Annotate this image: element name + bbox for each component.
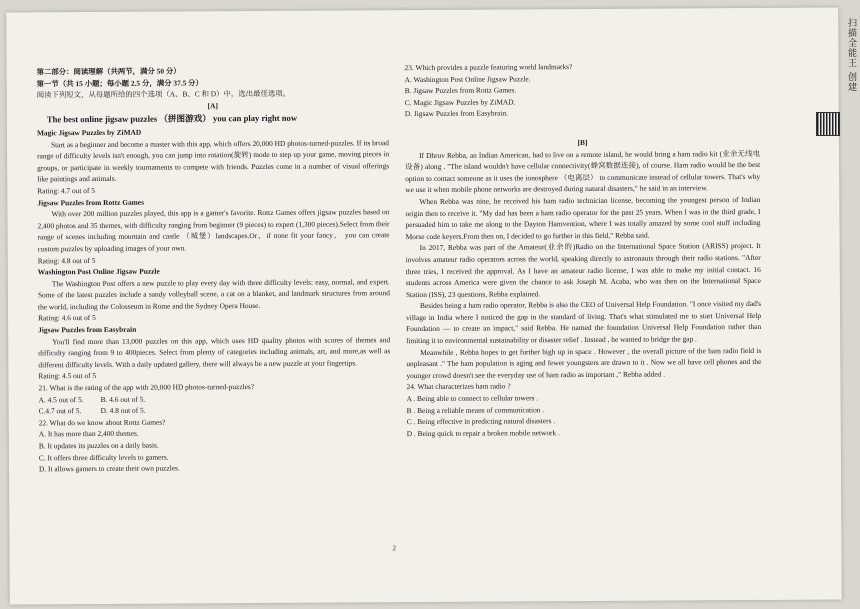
question-23: 23. Which provides a puzzle featuring world landmarks? xyxy=(404,62,573,73)
passage-b-paragraph-4: Besides being a ham radio operator, Rebba is also the CEO of Universal Help Foundation. "I once visited my dad's village in India where I noticed the gap in the standard of living. That's what stimulated me to start Universal Help Foundation — to create an impact," said Rebba. He named the foundation Universal Help Foundation rather than limiting it to environmental sustainability or disaster relief . Instead , he wanted to bridge the gap . xyxy=(406,299,762,346)
q22-option-d: D. It allows gamers to create their own puzzles. xyxy=(38,463,180,474)
q21-option-a: A. 4.5 out of 5. xyxy=(38,394,84,404)
page-number: 2 xyxy=(392,544,397,553)
q24-option-d: D . Being quick to repair a broken mobile network . xyxy=(406,427,560,438)
exam-page xyxy=(6,7,842,604)
qr-code-icon xyxy=(816,112,840,136)
passage-b-paragraph-5: Meanwhile , Rebba hopes to get further high up in space . However , the overall picture of the ham radio field is unpleasant ." The ham population is aging and fewer youngsters are drawn to it . Now we all have cell phones and the younger crowd doesn't see the everyday use of ham radio as important ," Rebba added . xyxy=(406,345,762,380)
q23-option-c: C. Magic Jigsaw Puzzles by ZiMAD. xyxy=(404,97,516,107)
question-24: 24. What characterizes ham radio ? xyxy=(406,381,511,392)
app1-rating: Rating: 4.7 out of 5 xyxy=(37,185,96,196)
left-column xyxy=(37,64,391,475)
app2-description: With over 200 million puzzles played, this app is a gamer's favorite. Rottz Games offers jigsaw puzzles based on 2,400 photos and 35 themes, with difficulty ranging from beginner (9 pieces) to expert (1,300 pieces).Select from their range of scenes including mountain and castle （城堡）landscapes.Or，if none fit your fancy， you can create custom puzzles by uploading images of your own. xyxy=(37,207,390,254)
q22-option-b: B. It updates its puzzles on a daily basis. xyxy=(38,440,159,451)
part-heading: 第二部分：阅读理解（共两节，满分 50 分） xyxy=(36,66,181,77)
q21-option-d: D. 4.8 out of 5. xyxy=(100,405,146,416)
app1-description: Start as a beginner and become a master with this app, which offers 20,000 HD photos-turned-puzzles. If its broad range of difficulty levels isn't enough, you can jump into rotation(旋转) mode to step up your game, moving pieces in groups, or participate in weekly tournaments to compete with friends. Puzzles come in a number of visual offerings like paintings and animals. xyxy=(37,137,390,184)
q21-option-b: B. 4.6 out of 5. xyxy=(100,394,146,404)
passage-a-title: The best online jigsaw puzzles （拼图游戏） you can play right now xyxy=(46,113,298,125)
instructions: 阅读下列短文，从每题所给的四个选项（A、B、C 和 D）中，选出最佳选项。 xyxy=(36,89,291,100)
passage-a-label: [A] xyxy=(207,101,218,111)
passage-b-paragraph-2: When Rebba was nine, he received his ham radio technician license, becoming the youngest person of Indian origin then to receive it. "My dad has been a ham radio operator for the past 25 years. When I was in the third grade, I persuaded him to take me along to the Dayton Hamvention, where I was totally amazed by some cool stuff including Morse code keyers.From then on, I decided to go further in this field," Rebba said. xyxy=(405,194,761,241)
question-22: 22. What do we know about Rottz Games? xyxy=(38,417,166,428)
app4-description: You'll find more than 13,000 puzzles on this app, which uses HD quality photos with scores of themes and difficulty ranging from 9 to 400pieces. Select from plenty of categories including animals, art, and more,as well as different difficulty levels. With a daily updated gallery, there will always be a new puzzle at your fingertips. xyxy=(38,334,391,370)
app3-name: Washington Post Online Jigsaw Puzzle xyxy=(37,266,160,277)
question-21: 21. What is the rating of the app with 20,000 HD photos-turned-puzzles? xyxy=(38,382,255,393)
q24-option-b: B . Being a reliable means of communication . xyxy=(406,404,545,415)
app1-name: Magic Jigsaw Puzzles by ZiMAD xyxy=(36,127,142,138)
passage-b-paragraph-1: If Dhruv Rebba, an Indian American, had to live on a remote island, he would bring a ham radio kit (业余无线电设备) along . "The island wouldn't have cellular connectivity(蜂窝数据连接), of course. Ham radio would be the best option to contact someone as it uses the ionosphere （电离层） to communicate instead of cellular towers. That's why we use it when mobile phone networks are destroyed during natural disasters," he said in an interview. xyxy=(405,148,761,195)
q24-option-a: A . Being able to connect to cellular towers . xyxy=(406,393,539,404)
app3-rating: Rating: 4.6 out of 5 xyxy=(38,313,96,323)
q21-option-c: C.4.7 out of 5. xyxy=(38,406,82,416)
q23-option-d: D. Jigsaw Puzzles from Easybrain. xyxy=(404,108,508,119)
app4-rating: Rating: 4.5 out of 5 xyxy=(38,371,97,381)
app3-description: The Washington Post offers a new puzzle to play every day with three difficulty levels: easy, normal, and expert. Some of the latest puzzles include a sandy volleyball scene, a cat on a blanket, and landmark structures from around the world, including the Colosseum in Rome and the Sydney Opera House. xyxy=(37,276,390,312)
q23-option-a: A. Washington Post Online Jigsaw Puzzle. xyxy=(404,73,531,84)
passage-b-paragraph-3: In 2017, Rebba was part of the Amateur(业余的)Radio on the International Space Station (ARISS) project. It involves amateur radio operators across the world, speaking directly to astronauts through their radio stations. "After three tries, I received the approval. As I have an amateur radio license, I was able to make my initial contact. 16 students across America were given the chance to ask Joseph M. Acaba, who was then on the International Space Station (ISS), 23 questions, Rebba explained. xyxy=(405,241,761,299)
q24-option-c: C . Being effective in predicting natural disasters . xyxy=(406,416,556,427)
section-heading: 第一节（共 15 小题；每小题 2.5 分，满分 37.5 分） xyxy=(36,77,203,88)
passage-b-label: [B] xyxy=(577,137,588,148)
right-column xyxy=(405,60,762,440)
app2-name: Jigsaw Puzzles from Rottz Games xyxy=(37,197,144,207)
q23-option-b: B. Jigsaw Puzzles from Rottz Games. xyxy=(404,85,517,96)
q22-option-a: A. It has more than 2,400 themes. xyxy=(38,429,139,439)
app4-name: Jigsaw Puzzles from Easybrain xyxy=(38,324,137,335)
scanner-watermark: 扫描全能王 创建 xyxy=(846,18,856,92)
app2-rating: Rating: 4.8 out of 5 xyxy=(37,255,96,265)
q22-option-c: C. It offers three difficulty levels to gamers. xyxy=(38,452,169,462)
